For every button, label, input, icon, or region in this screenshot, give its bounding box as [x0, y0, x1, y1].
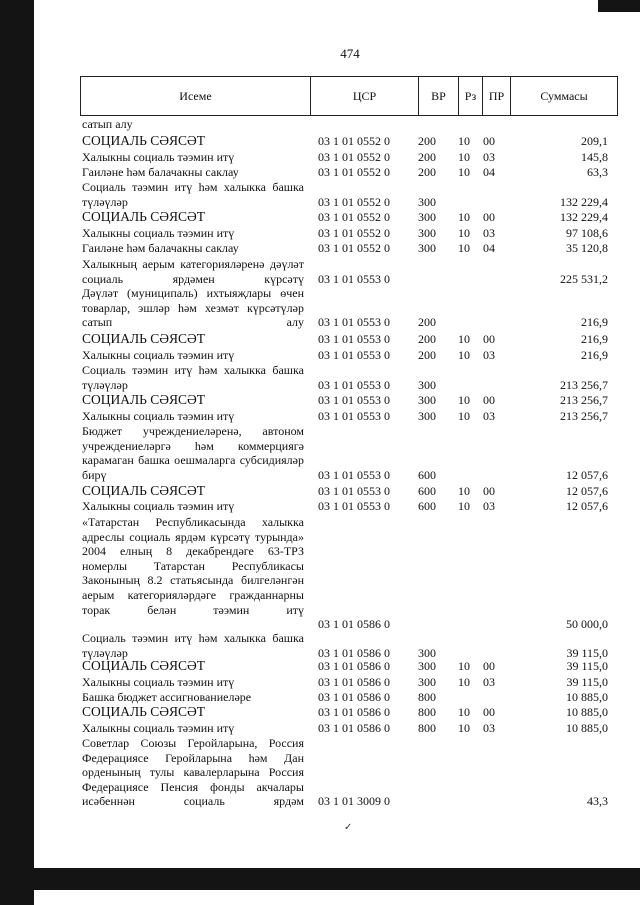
row-name: Халыкны социаль тәэмин итү	[82, 499, 235, 513]
table-row	[82, 675, 618, 690]
row-rz: 10	[458, 134, 470, 148]
row-csr: 03 1 01 0553 0	[318, 348, 390, 362]
row-name: Социаль тәэмин итү һәм халыкка башка түләүләр	[82, 180, 304, 209]
table-row	[82, 241, 618, 256]
table-row	[82, 736, 618, 809]
row-rz: 10	[458, 226, 470, 240]
row-name: Дәүләт (муниципаль) ихтыяҗлары өчен товарлар, эшләр һәм хезмәт күрсәтүләр сатып алу	[82, 286, 304, 330]
row-csr: 03 1 01 0553 0	[318, 409, 390, 423]
row-name: СОЦИАЛЬ СӘЯСӘТ	[82, 658, 206, 673]
row-vr: 300	[418, 210, 436, 224]
page-number: 474	[340, 46, 360, 61]
row-pr: 03	[483, 150, 495, 164]
row-sum: 213 256,7	[560, 409, 608, 423]
row-sum: 35 120,8	[566, 241, 608, 255]
table-row	[82, 515, 618, 632]
row-csr: 03 1 01 0586 0	[318, 705, 390, 719]
row-name: Халыкны социаль тәэмин итү	[82, 348, 235, 362]
row-sum: 97 108,6	[566, 226, 608, 240]
row-sum: 216,9	[581, 332, 608, 346]
row-rz: 10	[458, 484, 470, 498]
row-vr: 300	[418, 226, 436, 240]
row-pr: 03	[483, 226, 495, 240]
row-vr: 300	[418, 409, 436, 423]
row-csr: 03 1 01 0553 0	[318, 377, 390, 392]
table-row	[82, 150, 618, 165]
row-name: Советлар Союзы Геройларына, Россия Федерациясе Геройларына һәм Дан орденының тулы кавалерларына Россия Федерациясе Пенсия фонды акчалары исәбеннән социаль ярдәм	[82, 736, 304, 809]
table-row	[82, 286, 618, 330]
row-csr: 03 1 01 0553 0	[318, 271, 390, 286]
header-pr: ПР	[483, 77, 511, 115]
row-csr: 03 1 01 0552 0	[318, 134, 390, 148]
row-name: Халыкны социаль тәэмин итү	[82, 721, 235, 735]
row-rz: 10	[458, 332, 470, 346]
row-name: Халыкны социаль тәэмин итү	[82, 675, 235, 689]
scan-edge-top	[598, 0, 640, 12]
row-name: Халыкның аерым категорияләренә дәүләт социаль ярдәмен күрсәтү	[82, 257, 304, 286]
row-csr: 03 1 01 3009 0	[318, 794, 390, 809]
row-csr: 03 1 01 0552 0	[318, 241, 390, 255]
row-name: Гаиләне һәм балачакны саклау	[82, 165, 239, 179]
row-rz: 10	[458, 675, 470, 689]
row-sum: 10 885,0	[566, 690, 608, 704]
row-sum: 213 256,7	[560, 377, 608, 392]
row-vr: 300	[418, 194, 436, 209]
table-row	[82, 117, 618, 132]
row-rz: 10	[458, 705, 470, 719]
row-sum: 12 057,6	[566, 467, 608, 482]
row-name: «Татарстан Республикасында халыкка адреслы социаль ярдәм күрсәтү турында» 2004 елның 8 декабрендәге 63-ТРЗ номерлы Татарстан Республикасы Законының 8.2 статьясында билгеләнгән аерым категорияләрдәге гражданнарны торак белән тәэмин итү	[82, 515, 304, 617]
table-row	[82, 226, 618, 241]
row-name: сатып алу	[82, 117, 133, 131]
row-csr: 03 1 01 0553 0	[318, 484, 390, 498]
row-pr: 00	[483, 705, 495, 719]
header-name: Исеме	[81, 77, 311, 115]
row-vr: 300	[418, 377, 436, 392]
row-pr: 00	[483, 393, 495, 407]
row-csr: 03 1 01 0586 0	[318, 645, 390, 660]
row-csr: 03 1 01 0553 0	[318, 393, 390, 407]
table-row	[82, 690, 618, 705]
row-vr: 200	[418, 150, 436, 164]
header-sum: Суммасы	[540, 88, 588, 103]
row-sum: 63,3	[587, 165, 608, 179]
row-vr: 200	[418, 332, 436, 346]
row-rz: 10	[458, 210, 470, 224]
row-sum: 50 000,0	[566, 617, 608, 632]
table-row	[82, 348, 618, 363]
row-pr: 00	[483, 134, 495, 148]
row-name: Социаль тәэмин итү һәм халыкка башка түләүләр	[82, 363, 304, 392]
row-csr: 03 1 01 0586 0	[318, 721, 390, 735]
row-csr: 03 1 01 0586 0	[318, 617, 390, 632]
scan-edge-bottom	[28, 868, 640, 890]
row-csr: 03 1 01 0553 0	[318, 332, 390, 346]
header-csr: ЦСР	[311, 77, 419, 115]
row-csr: 03 1 01 0553 0	[318, 467, 390, 482]
row-csr: 03 1 01 0552 0	[318, 226, 390, 240]
row-pr: 00	[483, 659, 495, 673]
row-pr: 03	[483, 348, 495, 362]
row-sum: 216,9	[581, 315, 608, 330]
table-row	[82, 409, 618, 424]
row-csr: 03 1 01 0553 0	[318, 499, 390, 513]
table-row	[82, 484, 618, 499]
row-sum: 39 115,0	[566, 675, 608, 689]
row-pr: 04	[483, 165, 495, 179]
row-sum: 10 885,0	[566, 705, 608, 719]
row-sum: 145,8	[581, 150, 608, 164]
row-sum: 39 115,0	[566, 659, 608, 673]
row-pr: 03	[483, 499, 495, 513]
row-pr: 03	[483, 675, 495, 689]
table-row	[82, 210, 618, 225]
table-row	[82, 393, 618, 408]
row-sum: 132 229,4	[560, 194, 608, 209]
row-name: СОЦИАЛЬ СӘЯСӘТ	[82, 331, 206, 346]
row-pr: 00	[483, 484, 495, 498]
row-rz: 10	[458, 409, 470, 423]
row-sum: 216,9	[581, 348, 608, 362]
table-row	[82, 499, 618, 514]
row-pr: 03	[483, 409, 495, 423]
header-vr: ВР	[419, 77, 459, 115]
row-sum: 209,1	[581, 134, 608, 148]
row-csr: 03 1 01 0586 0	[318, 690, 390, 704]
row-vr: 600	[418, 484, 436, 498]
row-csr: 03 1 01 0552 0	[318, 150, 390, 164]
row-pr: 00	[483, 210, 495, 224]
row-pr: 04	[483, 241, 495, 255]
table-row	[82, 631, 618, 660]
row-name: Башка бюджет ассигнованиеләре	[82, 690, 252, 704]
row-vr: 800	[418, 721, 436, 735]
row-csr: 03 1 01 0552 0	[318, 165, 390, 179]
row-rz: 10	[458, 348, 470, 362]
row-sum: 12 057,6	[566, 499, 608, 513]
table-row	[82, 257, 618, 286]
row-rz: 10	[458, 165, 470, 179]
row-csr: 03 1 01 0553 0	[318, 315, 390, 330]
row-name: Халыкны социаль тәэмин итү	[82, 226, 235, 240]
scan-mark: ✓	[344, 822, 353, 833]
header-rz: Рз	[459, 77, 483, 115]
table-row	[82, 332, 618, 347]
table-row	[82, 363, 618, 392]
row-vr: 800	[418, 705, 436, 719]
row-name: СОЦИАЛЬ СӘЯСӘТ	[82, 209, 206, 224]
row-vr: 600	[418, 467, 436, 482]
row-name: СОЦИАЛЬ СӘЯСӘТ	[82, 392, 206, 407]
row-sum: 213 256,7	[560, 393, 608, 407]
row-rz: 10	[458, 150, 470, 164]
row-sum: 39 115,0	[566, 645, 608, 660]
row-vr: 600	[418, 499, 436, 513]
table-row	[82, 705, 618, 720]
row-vr: 200	[418, 315, 436, 330]
row-sum: 43,3	[587, 794, 608, 809]
row-sum: 225 531,2	[560, 271, 608, 286]
row-name: Халыкны социаль тәэмин итү	[82, 409, 235, 423]
row-name: СОЦИАЛЬ СӘЯСӘТ	[82, 133, 206, 148]
row-pr: 00	[483, 332, 495, 346]
row-name: Социаль тәэмин итү һәм халыкка башка түләүләр	[82, 631, 304, 660]
row-pr: 03	[483, 721, 495, 735]
row-rz: 10	[458, 721, 470, 735]
table-row	[82, 721, 618, 736]
row-csr: 03 1 01 0552 0	[318, 194, 390, 209]
row-vr: 300	[418, 393, 436, 407]
row-name: СОЦИАЛЬ СӘЯСӘТ	[82, 483, 206, 498]
row-sum: 132 229,4	[560, 210, 608, 224]
row-vr: 200	[418, 134, 436, 148]
row-vr: 300	[418, 645, 436, 660]
row-vr: 800	[418, 690, 436, 704]
row-vr: 300	[418, 241, 436, 255]
table-header	[80, 76, 618, 116]
row-name: Халыкны социаль тәэмин итү	[82, 150, 235, 164]
row-vr: 300	[418, 675, 436, 689]
row-csr: 03 1 01 0552 0	[318, 210, 390, 224]
row-vr: 300	[418, 659, 436, 673]
row-name: Гаиләне һәм балачакны саклау	[82, 241, 239, 255]
row-csr: 03 1 01 0586 0	[318, 659, 390, 673]
row-sum: 10 885,0	[566, 721, 608, 735]
row-csr: 03 1 01 0586 0	[318, 675, 390, 689]
table-row	[82, 180, 618, 209]
table-row	[82, 134, 618, 149]
row-rz: 10	[458, 659, 470, 673]
scan-edge-left	[0, 0, 34, 905]
row-rz: 10	[458, 241, 470, 255]
table-row	[82, 659, 618, 674]
table-row	[82, 424, 618, 482]
row-vr: 200	[418, 348, 436, 362]
table-row	[82, 165, 618, 180]
row-sum: 12 057,6	[566, 484, 608, 498]
row-rz: 10	[458, 499, 470, 513]
row-rz: 10	[458, 393, 470, 407]
row-name: Бюджет учреждениеләренә, автоном учреждениеләргә һәм коммерциягә карамаган башка оешмаларга субсидияләр бирү	[82, 424, 304, 482]
row-vr: 200	[418, 165, 436, 179]
row-name: СОЦИАЛЬ СӘЯСӘТ	[82, 704, 206, 719]
